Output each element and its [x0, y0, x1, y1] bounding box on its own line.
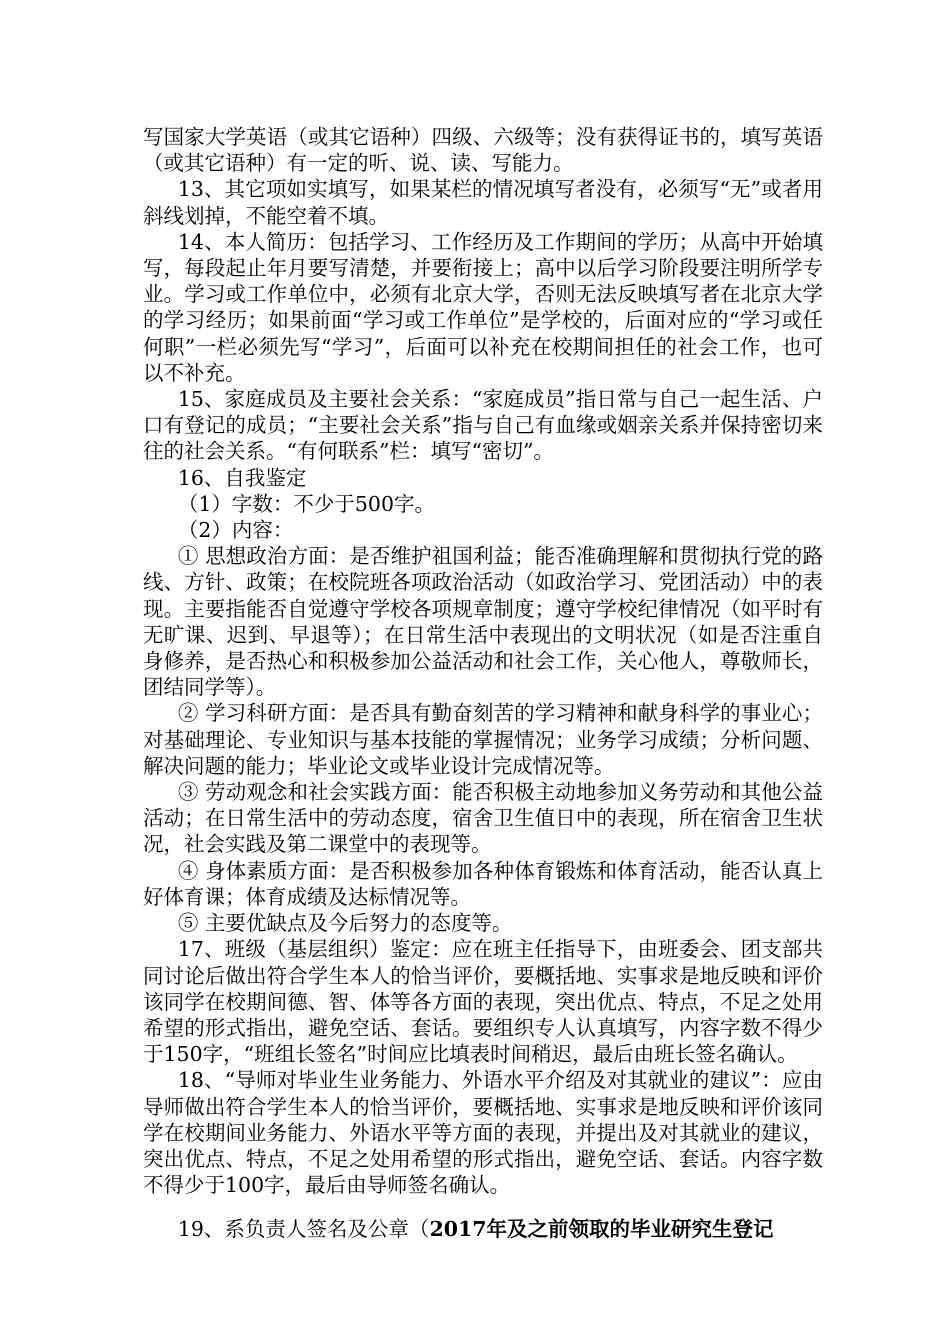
- paragraph-15: 15、家庭成员及主要社会关系：“家庭成员”指日常与自己一起生活、户口有登记的成员；“主要社会关系”指与自己有血缘或姻亲关系并保持密切来往的社会关系。“有何联系”栏：填写“密切”。: [143, 387, 823, 464]
- paragraph-16-word-count: （1）字数：不少于500字。: [177, 491, 436, 516]
- paragraph-13: 13、其它项如实填写，如果某栏的情况填写者没有，必须写“无”或者用斜线划掉，不能空着不填。: [143, 177, 823, 228]
- paragraph-16-political: ① 思想政治方面：是否维护祖国利益；能否准确理解和贯彻执行党的路线、方针、政策；在校院班各项政治活动（如政治学习、党团活动）中的表现。主要指能否自觉遵守学校各项规章制度；遵守学校纪律情况（如平时有无旷课、迟到、早退等）；在日常生活中表现出的文明状况（如是否注重自身修养，是否热心和积极参加公益活动和社会工作，关心他人，尊敬师长，团结同学等）。: [143, 544, 823, 700]
- paragraph-19-bold: 2017年及之前领取的毕业研究生登记: [429, 1217, 774, 1242]
- paragraph-16-content-heading: （2）内容：: [177, 518, 294, 543]
- paragraph-17: 17、班级（基层组织）鉴定：应在班主任指导下，由班委会、团支部共同讨论后做出符合学生本人的恰当评价，要概括地、实事求是地反映和评价该同学在校期间德、智、体等各方面的表现，突出优点、特点，不足之处用希望的形式指出，避免空话、套话。要组织专人认真填写，内容字数不得少于150字，“班组长签名”时间应比填表时间稍迟，最后由班长签名确认。: [143, 937, 823, 1067]
- paragraph-16-labor: ③ 劳动观念和社会实践方面：能否积极主动地参加义务劳动和其他公益活动；在日常生活中的劳动态度，宿舍卫生值日中的表现，所在宿舍卫生状况，社会实践及第二课堂中的表现等。: [143, 780, 823, 857]
- paragraph-18: 18、“导师对毕业生业务能力、外语水平介绍及对其就业的建议”：应由导师做出符合学生本人的恰当评价，要概括地、实事求是地反映和评价该同学在校期间业务能力、外语水平等方面的表现，并提出及对其就业的建议，突出优点、特点，不足之处用希望的形式指出，避免空话、套话。内容字数不得少于100字，最后由导师签名确认。: [143, 1068, 823, 1198]
- paragraph-certificate-note: 写国家大学英语（或其它语种）四级、六级等；没有获得证书的，填写英语（或其它语种）有一定的听、说、读、写能力。: [143, 125, 823, 176]
- paragraph-19: [143, 1216, 823, 1242]
- paragraph-16-physical: ④ 身体素质方面：是否积极参加各种体育锻炼和体育活动，能否认真上好体育课；体育成绩及达标情况等。: [143, 858, 823, 909]
- document-body: [143, 124, 823, 1243]
- paragraph-16-strengths: ⑤ 主要优缺点及今后努力的态度等。: [177, 911, 513, 936]
- paragraph-14: 14、本人简历：包括学习、工作经历及工作期间的学历；从高中开始填写，每段起止年月要写清楚，并要衔接上；高中以后学习阶段要注明所学专业。学习或工作单位中，必须有北京大学，否则无法反映填写者在北京大学的学习经历；如果前面“学习或工作单位”是学校的，后面对应的“学习或任何职”一栏必须先写“学习”，后面可以补充在校期间担任的社会工作，也可以不补充。: [143, 229, 823, 385]
- paragraph-16-heading: 16、自我鉴定: [177, 465, 307, 490]
- paragraph-16-study: ② 学习科研方面：是否具有勤奋刻苦的学习精神和献身科学的事业心；对基础理论、专业知识与基本技能的掌握情况；业务学习成绩；分析问题、解决问题的能力；毕业论文或毕业设计完成情况等。: [143, 701, 823, 778]
- paragraph-19-prefix: 19、系负责人签名及公章（: [177, 1217, 430, 1242]
